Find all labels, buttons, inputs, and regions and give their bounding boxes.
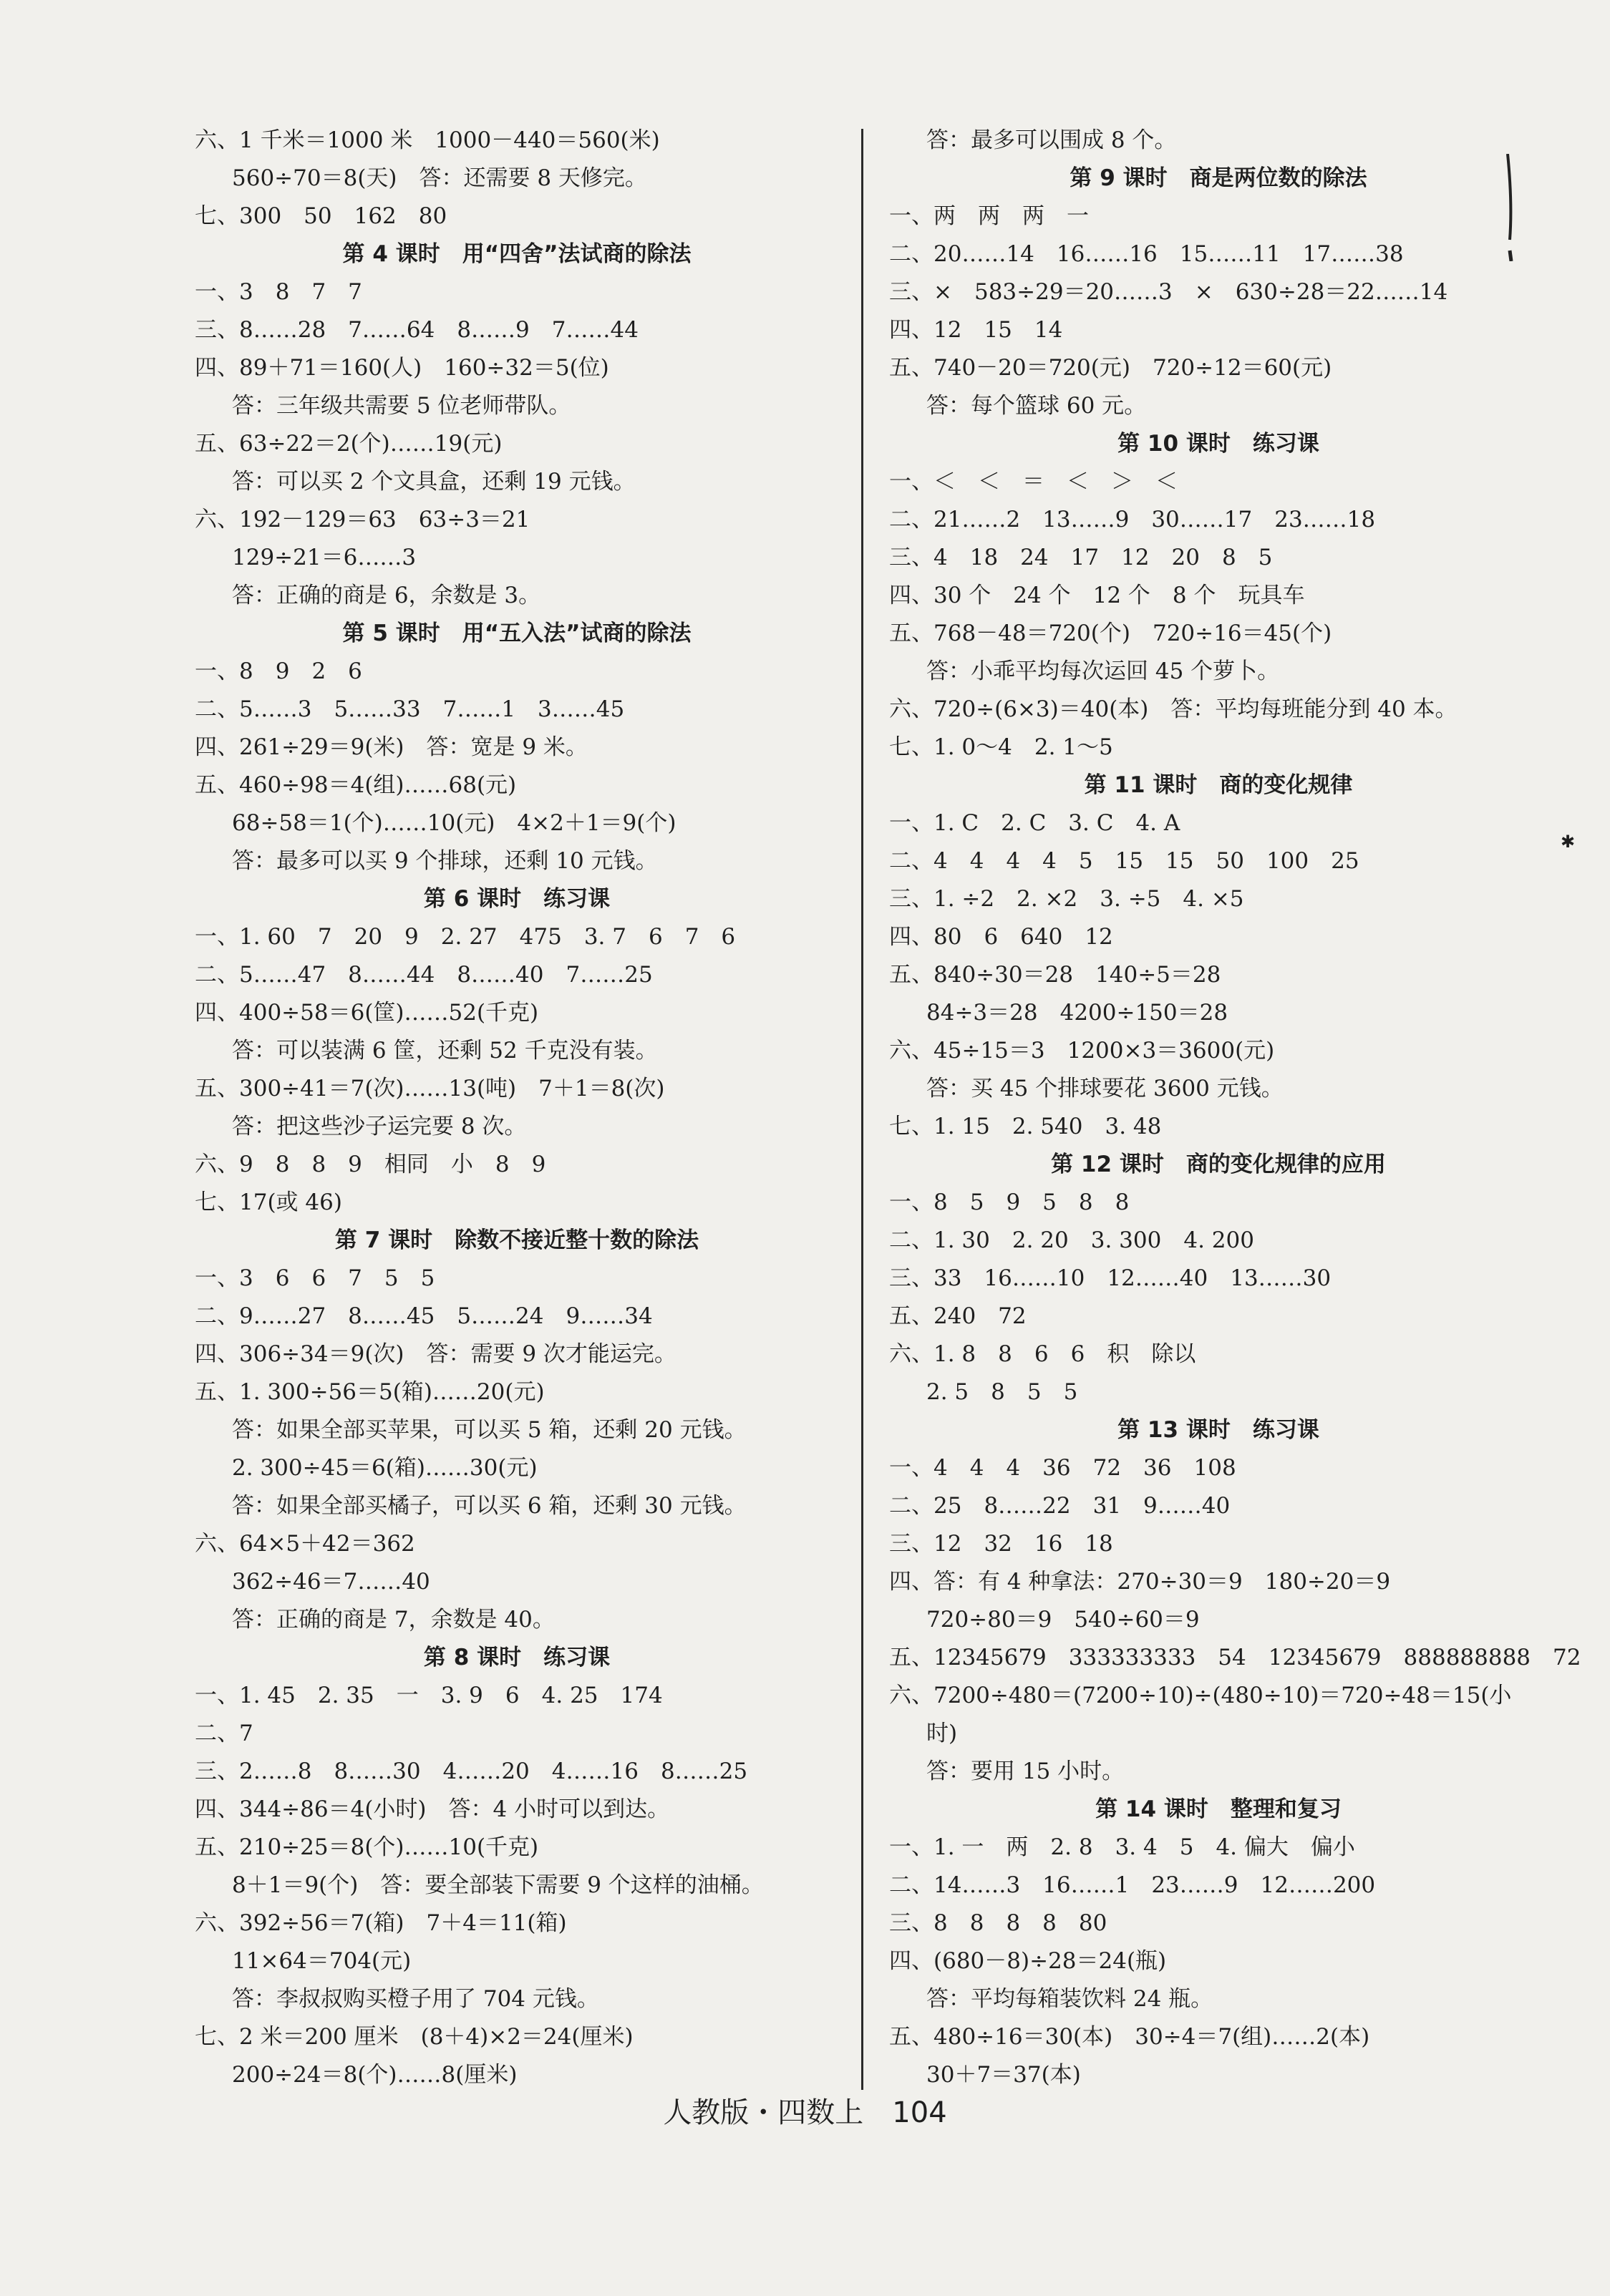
answer-line: 七、1. 0～4 2. 1～5 [889,734,1113,760]
answer-line: 三、8 8 8 8 80 [889,1910,1107,1936]
answer-line: 三、8……28 7……64 8……9 7……44 [195,317,639,343]
answer-line: 三、1. ÷2 2. ×2 3. ÷5 4. ×5 [889,886,1244,912]
answer-line: 六、45÷15＝3 1200×3＝3600(元) [889,1038,1275,1064]
answer-line: 六、9 8 8 9 相同 小 8 9 [195,1152,546,1177]
answer-line: 11×64＝704(元) [232,1948,412,1974]
answer-line: 答：三年级共需要 5 位老师带队。 [232,393,571,419]
answer-line: 五、1. 300÷56＝5(箱)……20(元) [195,1379,545,1405]
answer-line: 68÷58＝1(个)……10(元) 4×2＋1＝9(个) [232,810,677,836]
answer-line: 七、1. 15 2. 540 3. 48 [889,1114,1162,1139]
answer-line: 五、740－20＝720(元) 720÷12＝60(元) [889,355,1332,381]
answer-line: 七、2 米＝200 厘米 (8＋4)×2＝24(厘米) [195,2024,634,2050]
answer-line: 四、80 6 640 12 [889,924,1113,950]
answer-line: 二、1. 30 2. 20 3. 300 4. 200 [889,1227,1254,1253]
answer-line: 五、840÷30＝28 140÷5＝28 [889,962,1221,988]
answer-line: 二、4 4 4 4 5 15 15 50 100 25 [889,848,1359,874]
answer-line: 8＋1＝9(个) 答：要全部装下需要 9 个这样的油桶。 [232,1872,764,1898]
ink-mark-icon [1503,154,1515,261]
lesson-heading: 第 14 课时 整理和复习 [1095,1796,1342,1822]
answer-line: 一、1. 45 2. 35 一 3. 9 6 4. 25 174 [195,1683,663,1708]
answer-line: 答：要用 15 小时。 [926,1759,1125,1784]
answer-line: 答：最多可以买 9 个排球，还剩 10 元钱。 [232,848,658,874]
answer-line: 答：最多可以围成 8 个。 [926,127,1177,153]
answer-line: 2. 300÷45＝6(箱)……30(元) [232,1455,538,1481]
answer-line: 答：把这些沙子运完要 8 次。 [232,1114,527,1139]
answer-line: 四、400÷58＝6(筐)……52(千克) [195,1000,539,1026]
answer-line: 一、1. 一 两 2. 8 3. 4 5 4. 偏大 偏小 [889,1834,1355,1860]
answer-line: 一、1. C 2. C 3. C 4. A [889,810,1180,836]
answer-line: 362÷46＝7……40 [232,1569,430,1595]
stray-dot-icon: ✱ [1561,832,1576,852]
answer-line: 答：可以装满 6 筐，还剩 52 千克没有装。 [232,1038,658,1064]
answer-line: 四、89＋71＝160(人) 160÷32＝5(位) [195,355,609,381]
answer-line: 二、25 8……22 31 9……40 [889,1493,1231,1519]
answer-line: 六、392÷56＝7(箱) 7＋4＝11(箱) [195,1910,567,1936]
page-footer: 人教版・四数上 104 [663,2096,947,2129]
answer-line: 二、21……2 13……9 30……17 23……18 [889,507,1376,532]
answer-line: 三、2……8 8……30 4……20 4……16 8……25 [195,1759,748,1784]
answer-line: 四、261÷29＝9(米) 答：宽是 9 米。 [195,734,588,760]
answer-line: 六、720÷(6×3)＝40(本) 答：平均每班能分到 40 本。 [889,696,1458,722]
answer-line: 答：如果全部买苹果，可以买 5 箱，还剩 20 元钱。 [232,1417,747,1443]
answer-line: 一、4 4 4 36 72 36 108 [889,1455,1236,1481]
answer-line: 四、(680－8)÷28＝24(瓶) [889,1948,1167,1974]
answer-line: 五、460÷98＝4(组)……68(元) [195,772,517,798]
answer-line: 五、480÷16＝30(本) 30÷4＝7(组)……2(本) [889,2024,1370,2050]
answer-line: 七、300 50 162 80 [195,203,447,229]
answer-line: 五、210÷25＝8(个)……10(千克) [195,1834,539,1860]
answer-line: 答：李叔叔购买橙子用了 704 元钱。 [232,1986,599,2012]
lesson-heading: 第 11 课时 商的变化规律 [1084,772,1353,798]
answer-line: 720÷80＝9 540÷60＝9 [926,1607,1200,1633]
lesson-heading: 第 7 课时 除数不接近整十数的除法 [334,1227,699,1253]
answer-line: 四、12 15 14 [889,317,1063,343]
lesson-heading: 第 4 课时 用“四舍”法试商的除法 [342,241,692,267]
answer-line: 四、答：有 4 种拿法：270÷30＝9 180÷20＝9 [889,1569,1391,1595]
answer-line: 答：正确的商是 7，余数是 40。 [232,1607,555,1633]
lesson-heading: 第 13 课时 练习课 [1117,1417,1319,1443]
answer-line: 六、1. 8 8 6 6 积 除以 [889,1341,1196,1367]
answer-line: 一、8 5 9 5 8 8 [889,1190,1130,1215]
lesson-heading: 第 6 课时 练习课 [423,886,611,912]
answer-line: 84÷3＝28 4200÷150＝28 [926,1000,1228,1026]
answer-line: 一、3 8 7 7 [195,279,362,305]
lesson-heading: 第 8 课时 练习课 [423,1645,611,1670]
answer-line: 六、1 千米＝1000 米 1000－440＝560(米) [195,127,660,153]
answer-line: 一、8 9 2 6 [195,658,362,684]
answer-line: 答：小乖平均每次运回 45 个萝卜。 [926,658,1280,684]
answer-line: 六、64×5＋42＝362 [195,1531,415,1557]
answer-line: 五、300÷41＝7(次)……13(吨) 7＋1＝8(次) [195,1076,665,1101]
answer-line: 二、14……3 16……1 23……9 12……200 [889,1872,1376,1898]
answer-line: 四、306÷34＝9(次) 答：需要 9 次才能运完。 [195,1341,677,1367]
answer-line: 答：每个篮球 60 元。 [926,393,1147,419]
answer-line: 答：买 45 个排球要花 3600 元钱。 [926,1076,1284,1101]
answer-line: 时) [926,1721,958,1746]
answer-line: 560÷70＝8(天) 答：还需要 8 天修完。 [232,165,647,191]
answer-line: 六、192－129＝63 63÷3＝21 [195,507,530,532]
answer-line: 一、两 两 两 一 [889,203,1089,229]
answer-line: 二、5……3 5……33 7……1 3……45 [195,696,625,722]
answer-line: 五、12345679 333333333 54 12345679 888888888 72 [889,1645,1581,1670]
column-divider [861,129,863,2090]
answer-line: 三、× 583÷29＝20……3 × 630÷28＝22……14 [889,279,1448,305]
answer-line: 129÷21＝6……3 [232,545,417,570]
lesson-heading: 第 9 课时 商是两位数的除法 [1070,165,1367,191]
answer-line: 答：平均每箱装饮料 24 瓶。 [926,1986,1213,2012]
answer-line: 四、30 个 24 个 12 个 8 个 玩具车 [889,583,1305,608]
answer-line: 五、768－48＝720(个) 720÷16＝45(个) [889,621,1332,646]
answer-line: 答：正确的商是 6，余数是 3。 [232,583,541,608]
answer-line: 六、7200÷480＝(7200÷10)÷(480÷10)＝720÷48＝15(小 [889,1683,1512,1708]
answer-line: 三、12 32 16 18 [889,1531,1113,1557]
answer-line: 一、1. 60 7 20 9 2. 27 475 3. 7 6 7 6 [195,924,736,950]
answer-line: 答：可以买 2 个文具盒，还剩 19 元钱。 [232,469,636,495]
answer-line: 五、240 72 [889,1303,1027,1329]
answer-line: 一、＜ ＜ ＝ ＜ ＞ ＜ [889,469,1178,495]
answer-line: 五、63÷22＝2(个)……19(元) [195,431,503,457]
answer-line: 答：如果全部买橘子，可以买 6 箱，还剩 30 元钱。 [232,1493,747,1519]
right-column [889,122,1581,2094]
answer-line: 一、3 6 6 7 5 5 [195,1265,435,1291]
answer-line: 二、7 [195,1721,253,1746]
answer-line: 三、33 16……10 12……40 13……30 [889,1265,1332,1291]
answer-line: 200÷24＝8(个)……8(厘米) [232,2062,518,2088]
answer-line: 二、20……14 16……16 15……11 17……38 [889,241,1404,267]
answer-line: 四、344÷86＝4(小时) 答：4 小时可以到达。 [195,1796,670,1822]
answer-line: 二、5……47 8……44 8……40 7……25 [195,962,653,988]
answer-line: 2. 5 8 5 5 [926,1379,1078,1405]
left-column [195,122,839,2094]
lesson-heading: 第 12 课时 商的变化规律的应用 [1051,1152,1386,1177]
lesson-heading: 第 10 课时 练习课 [1117,431,1319,457]
answer-line: 30＋7＝37(本) [926,2062,1081,2088]
answer-line: 七、17(或 46) [195,1190,342,1215]
answer-line: 二、9……27 8……45 5……24 9……34 [195,1303,653,1329]
lesson-heading: 第 5 课时 用“五入法”试商的除法 [342,621,692,646]
answer-line: 三、4 18 24 17 12 20 8 5 [889,545,1273,570]
